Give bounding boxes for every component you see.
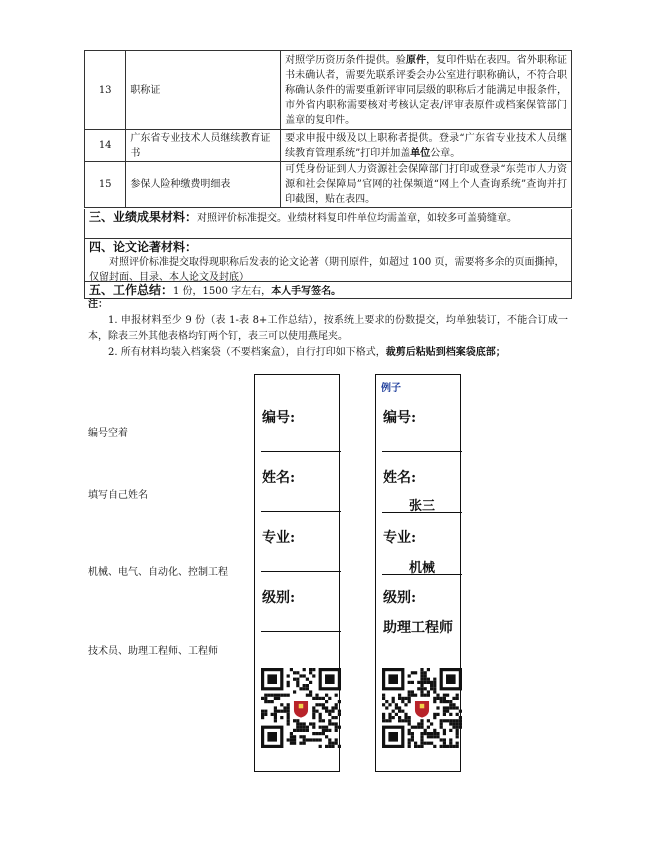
- notes: [88, 297, 568, 361]
- materials-table: [84, 50, 572, 208]
- label-template-blank: [254, 374, 340, 772]
- label-example: [375, 374, 461, 772]
- major-line: [261, 571, 341, 572]
- section-emphasis: 本人手写签名。: [271, 286, 342, 297]
- row-number: 14: [85, 130, 126, 162]
- example-name-value: 张三: [408, 499, 435, 514]
- material-name: 参保人险种缴费明细表: [126, 162, 281, 208]
- notes-title: 注：: [88, 299, 108, 310]
- hint-major: 机械、电气、自动化、控制工程: [88, 567, 228, 578]
- material-description: 对照学历资历条件提供。验原件，复印件贴在表四。省外职称证书未确认者，需要先联系评委会办公室进行职称确认，不符合职称确认条件的需要重新评审同层级的职称后才能满足申报条件，市外省内职称需要核对考核认定表/评审表原件或档案保管部门盖章的复印件。: [281, 51, 572, 130]
- hint-name: 填写自己姓名: [88, 490, 148, 501]
- material-name: 广东省专业技术人员继续教育证书: [126, 130, 281, 162]
- section-heading: 四、论文论著材料：: [89, 240, 198, 254]
- level-line: [261, 631, 341, 632]
- material-name: 职称证: [126, 51, 281, 130]
- section-body: 1 份，1500 字左右，: [173, 286, 272, 297]
- section-heading: 三、业绩成果材料：: [89, 210, 198, 224]
- example-level-value: 助理工程师: [383, 620, 453, 636]
- number-line: [261, 451, 341, 452]
- material-description: 可凭身份证到人力资源社会保障部门打印或登录“东莞市人力资源和社会保障局”官网的社保频道“网上个人查询系统”查询并打印截图，贴在表四。: [281, 162, 572, 208]
- level-label: 级别:: [262, 590, 296, 606]
- section-performance: [84, 209, 572, 239]
- table-row: [85, 51, 572, 130]
- major-label: 专业:: [262, 530, 296, 546]
- major-label: 专业:: [383, 530, 417, 546]
- section-body: 对照评价标准提交。业绩材料复印件单位均需盖章，如较多可盖骑缝章。: [197, 213, 518, 224]
- number-line: [382, 451, 462, 452]
- example-major-value: 机械: [408, 561, 435, 576]
- row-number: 13: [85, 51, 126, 130]
- section-body: 对照评价标准提交取得现职称后发表的论文论著（期刊原件，如超过 100 页，需要将多余的页面撕掉，仅留封面、目录、本人论文及封底）: [89, 257, 565, 283]
- name-line: [382, 512, 462, 513]
- number-label: 编号:: [262, 410, 296, 426]
- qr-code-icon: [382, 668, 462, 748]
- name-line: [261, 511, 341, 512]
- name-label: 姓名:: [383, 470, 417, 486]
- note-2: 2. 所有材料均装入档案袋（不要档案盒），自行打印如下格式，裁剪后粘贴到档案袋底部；: [108, 347, 506, 358]
- level-label: 级别:: [383, 590, 417, 606]
- qr-code-icon: [261, 668, 341, 748]
- number-label: 编号:: [383, 410, 417, 426]
- note-1: 1. 申报材料至少 9 份（表 1-表 8+工作总结），按系统上要求的份数提交，均单独装订，不能合订成一本，除表三外其他表格均钉两个钉，表三可以使用燕尾夹。: [88, 315, 568, 342]
- row-number: 15: [85, 162, 126, 208]
- section-heading: 五、工作总结：: [89, 283, 174, 297]
- table-row: [85, 162, 572, 208]
- material-description: 要求申报中级及以上职称者提供。登录“广东省专业技术人员继续教育管理系统”打印并加盖单位公章。: [281, 130, 572, 162]
- hint-level: 技术员、助理工程师、工程师: [88, 646, 218, 657]
- table-row: [85, 130, 572, 162]
- major-line: [382, 574, 462, 575]
- hint-number: 编号空着: [88, 428, 128, 439]
- name-label: 姓名:: [262, 470, 296, 486]
- section-papers: [84, 239, 572, 282]
- example-tag: 例子: [381, 383, 401, 394]
